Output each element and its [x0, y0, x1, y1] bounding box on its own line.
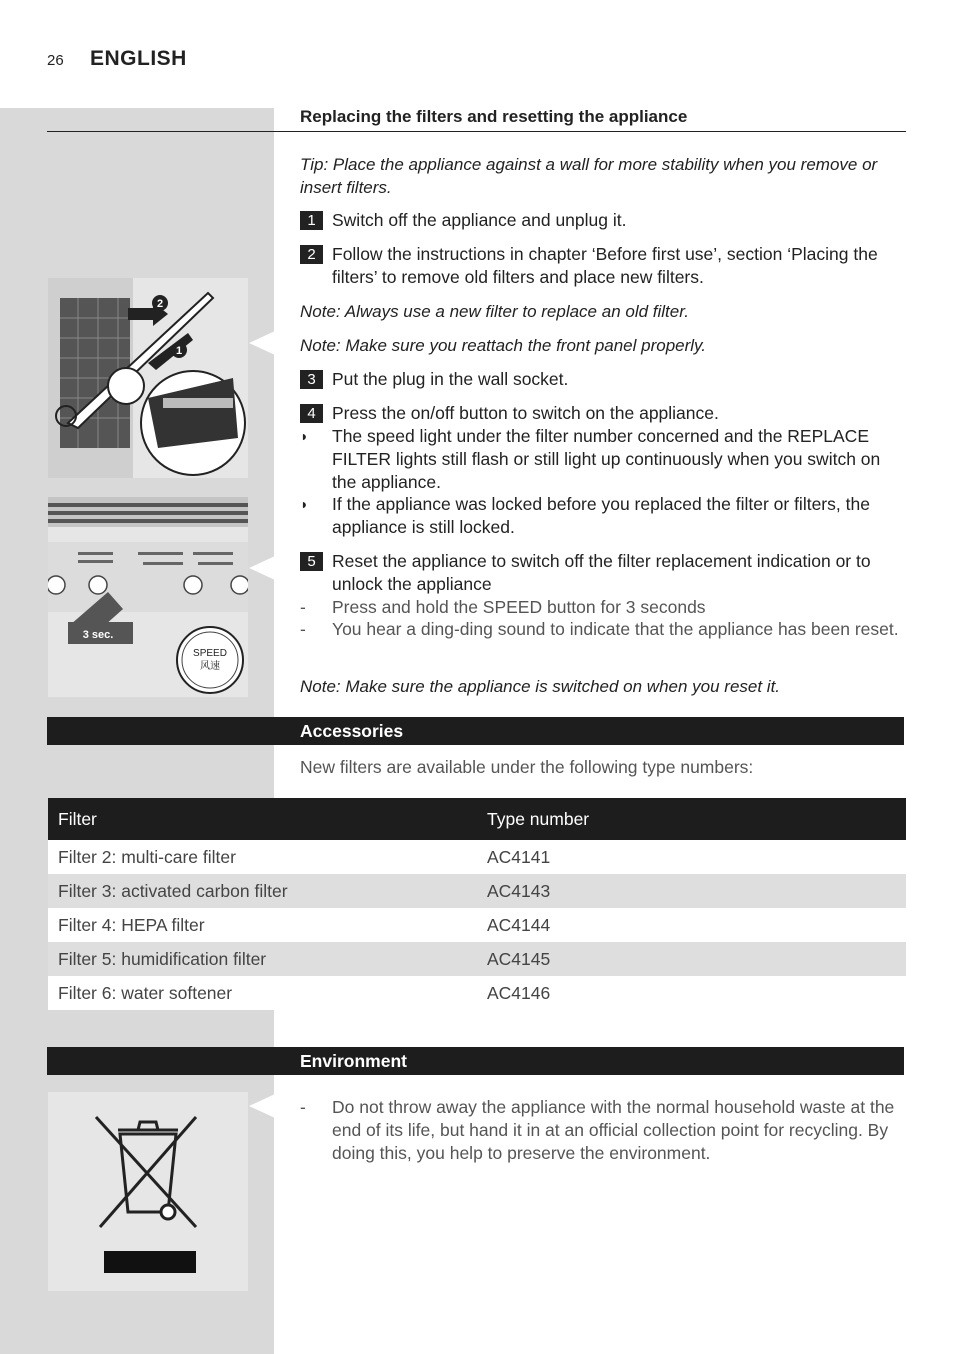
language-heading: ENGLISH [90, 47, 187, 70]
note-new-filter: Note: Always use a new filter to replace an old filter. [300, 302, 689, 321]
speed-button-label-cn: 风速 [200, 661, 220, 672]
step-text: Follow the instructions in chapter ‘Before first use’, section ‘Placing the filters’ to remove old filters and place new filters. [332, 244, 878, 287]
figure-pointer [249, 556, 275, 580]
section-title-replace: Replacing the filters and resetting the appliance [300, 107, 688, 126]
environment-item: - Do not throw away the appliance with the normal household waste at the end of its life, but hand it in at an official collection point for recycling. By doing this, you help to preserve the environment. [300, 1096, 900, 1165]
figure-pointer [249, 331, 275, 355]
table-row [48, 942, 906, 976]
step-3 [300, 368, 900, 391]
step-number: 5 [300, 552, 323, 571]
step-text: Put the plug in the wall socket. [332, 369, 569, 389]
bullet-locked [300, 493, 900, 539]
col-header-filter: Filter [48, 798, 477, 840]
note-switched-on: Note: Make sure the appliance is switched on when you reset it. [300, 677, 781, 696]
accessories-intro: New filters are available under the following type numbers: [300, 757, 754, 777]
filter-cell: Filter 5: humidification filter [48, 942, 477, 976]
type-cell: AC4146 [477, 976, 906, 1010]
substep-text: Press and hold the SPEED button for 3 seconds [332, 597, 706, 617]
weee-figure [48, 1092, 248, 1291]
filter-cell: Filter 3: activated carbon filter [48, 874, 477, 908]
substep-text: You hear a ding-ding sound to indicate that the appliance has been reset. [332, 619, 899, 639]
filter-cell: Filter 6: water softener [48, 976, 477, 1010]
environment-band [47, 1047, 904, 1075]
control-panel-figure [48, 497, 248, 697]
table-row [48, 874, 906, 908]
table-row [48, 840, 906, 874]
step-text: Press the on/off button to switch on the appliance. [332, 403, 719, 423]
col-header-type: Type number [477, 798, 906, 840]
step-number: 4 [300, 404, 323, 423]
substep-ding: - You hear a ding-ding sound to indicate that the appliance has been reset. [300, 619, 899, 639]
speed-button-label: SPEED [193, 648, 227, 659]
callout-2: 2 [156, 298, 164, 310]
table-header-row [48, 798, 906, 840]
bullet-text: The speed light under the filter number concerned and the REPLACE FILTER lights still flash or still light up continuously when you switch on the appliance. [332, 426, 881, 492]
step-text: Switch off the appliance and unplug it. [332, 210, 627, 230]
bullet-speed-light [300, 425, 900, 494]
step-1 [300, 209, 900, 232]
filter-cell: Filter 4: HEPA filter [48, 908, 477, 942]
bullet-icon: ◗ [300, 428, 309, 444]
note-front-panel: Note: Make sure you reattach the front panel properly. [300, 336, 707, 355]
tip-text: Tip: Place the appliance against a wall for more stability when you remove or insert filters. [300, 155, 878, 197]
step-text: Reset the appliance to switch off the filter replacement indication or to unlock the appliance [332, 551, 871, 594]
step-5 [300, 550, 900, 596]
crossed-bin-icon [48, 1092, 248, 1291]
type-cell: AC4144 [477, 908, 906, 942]
step-number: 1 [300, 211, 323, 230]
type-cell: AC4143 [477, 874, 906, 908]
filter-table [48, 798, 906, 1010]
type-cell: AC4145 [477, 942, 906, 976]
filter-cell: Filter 2: multi-care filter [48, 840, 477, 874]
page-number: 26 [47, 52, 64, 69]
table-row [48, 976, 906, 1010]
step-number: 2 [300, 245, 323, 264]
table-row [48, 908, 906, 942]
substep-press-speed: - Press and hold the SPEED button for 3 seconds [300, 596, 900, 619]
figure-pointer [249, 1094, 275, 1118]
environment-text: Do not throw away the appliance with the normal household waste at the end of its life, but hand it in at an official collection point for recycling. By doing this, you help to preserve the environment. [332, 1097, 895, 1163]
environment-title: Environment [300, 1051, 407, 1071]
filter-insertion-figure [48, 278, 248, 478]
bullet-text: If the appliance was locked before you replaced the filter or filters, the appliance is still locked. [332, 494, 870, 537]
bullet-icon: ◗ [300, 496, 309, 512]
accessories-band [47, 717, 904, 745]
section-rule [47, 131, 906, 132]
step-number: 3 [300, 370, 323, 389]
callout-1: 1 [175, 345, 183, 357]
accessories-title: Accessories [300, 721, 404, 741]
step-2 [300, 243, 900, 289]
three-seconds-label: 3 sec. [82, 629, 114, 641]
type-cell: AC4141 [477, 840, 906, 874]
step-4 [300, 402, 900, 425]
